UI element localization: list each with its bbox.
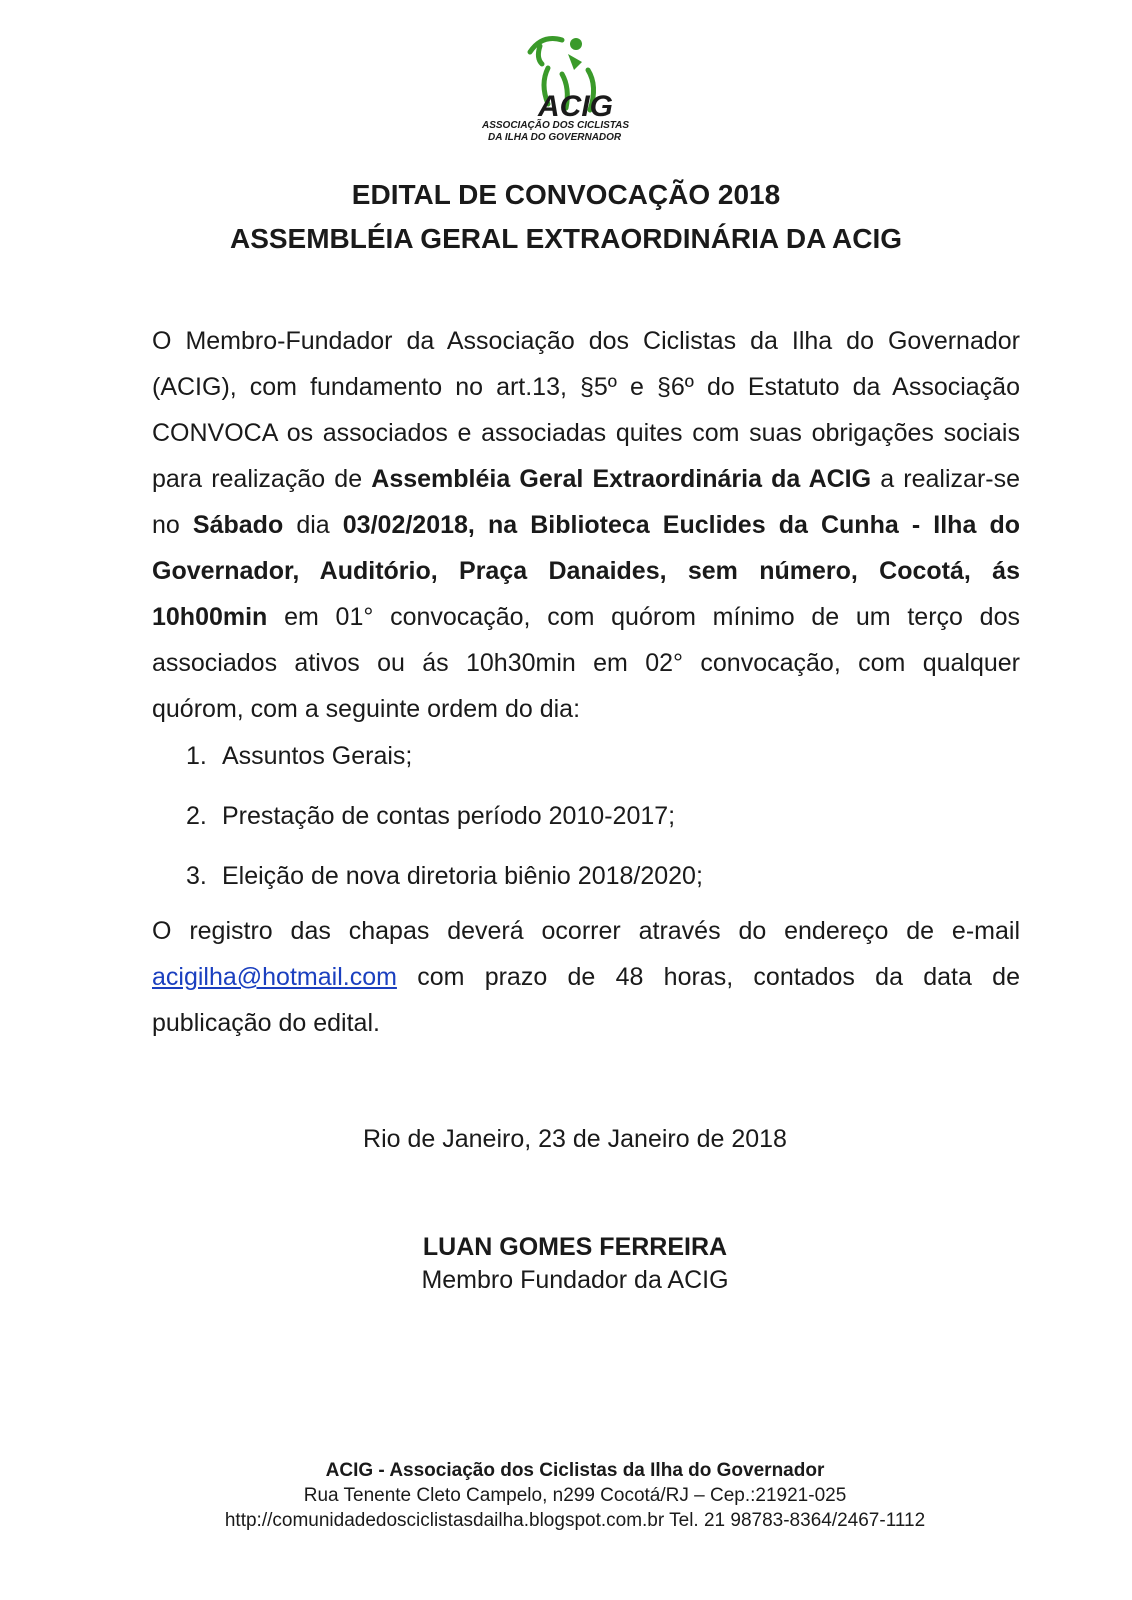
list-item xyxy=(186,736,703,796)
footer-org-name: ACIG - Associação dos Ciclistas da Ilha do Governador xyxy=(325,1460,825,1481)
body-text-2: a realizar-se no xyxy=(152,465,1020,539)
body-text-3: dia xyxy=(283,511,343,539)
list-text: Assuntos Gerais; xyxy=(222,742,413,770)
agenda-list xyxy=(186,736,703,916)
list-item xyxy=(186,796,703,856)
list-number: 1. xyxy=(186,742,207,770)
title-line2: ASSEMBLÉIA GERAL EXTRAORDINÁRIA DA ACIG xyxy=(229,223,903,254)
body-bold-location: 03/02/2018, na Biblioteca Euclides da Cunha - Ilha do Governador, Auditório, Praça Danaides, sem número, Cocotá, ás 10h00min xyxy=(152,511,1020,631)
footer-address: Rua Tenente Cleto Campelo, n299 Cocotá/RJ – Cep.:21921-025 xyxy=(303,1485,847,1506)
list-number: 3. xyxy=(186,862,207,890)
signatory-role: Membro Fundador da ACIG xyxy=(421,1266,729,1294)
logo-text: ACIG xyxy=(538,90,613,123)
list-item xyxy=(186,856,703,916)
registration-text-1: O registro das chapas deverá ocorrer através do endereço de e-mail xyxy=(152,917,1020,945)
signatory-name: LUAN GOMES FERREIRA xyxy=(422,1233,728,1261)
title-line1: EDITAL DE CONVOCAÇÃO 2018 xyxy=(351,179,781,210)
cyclist-logo-icon xyxy=(470,24,690,148)
email-link[interactable]: acigilha@hotmail.com xyxy=(152,963,397,991)
logo-line2: DA ILHA DO GOVERNADOR xyxy=(488,132,622,143)
body-text-4: em 01° convocação, com quórom mínimo de um terço dos associados ativos ou ás 10h30min em 02° convocação, com qualquer quórom, com a seguinte ordem do dia: xyxy=(152,603,1020,723)
body-text-1: O Membro-Fundador da Associação dos Ciclistas da Ilha do Governador (ACIG), com fundamento no art.13, §5º e §6º do Estatuto da Associação CONVOCA os associados e associadas quites com suas obrigações sociais para realização de xyxy=(152,327,1020,493)
acig-logo xyxy=(470,24,690,148)
body-bold-day: Sábado xyxy=(192,511,284,539)
registration-text-2: com prazo de 48 horas, contados da data de publicação do edital. xyxy=(152,963,1020,1037)
list-text: Prestação de contas período 2010-2017; xyxy=(222,802,676,830)
list-text: Eleição de nova diretoria biênio 2018/2020; xyxy=(222,862,703,890)
registration-paragraph xyxy=(152,908,1020,1046)
document-date: Rio de Janeiro, 23 de Janeiro de 2018 xyxy=(363,1125,787,1153)
list-number: 2. xyxy=(186,802,207,830)
logo-line1: ASSOCIAÇÃO DOS CICLISTAS xyxy=(482,120,630,131)
footer-contact: http://comunidadedosciclistasdailha.blogspot.com.br Tel. 21 98783-8364/2467-1112 xyxy=(224,1510,926,1531)
convocation-paragraph xyxy=(152,318,1020,732)
body-bold-assembly: Assembléia Geral Extraordinária da ACIG xyxy=(371,465,872,493)
